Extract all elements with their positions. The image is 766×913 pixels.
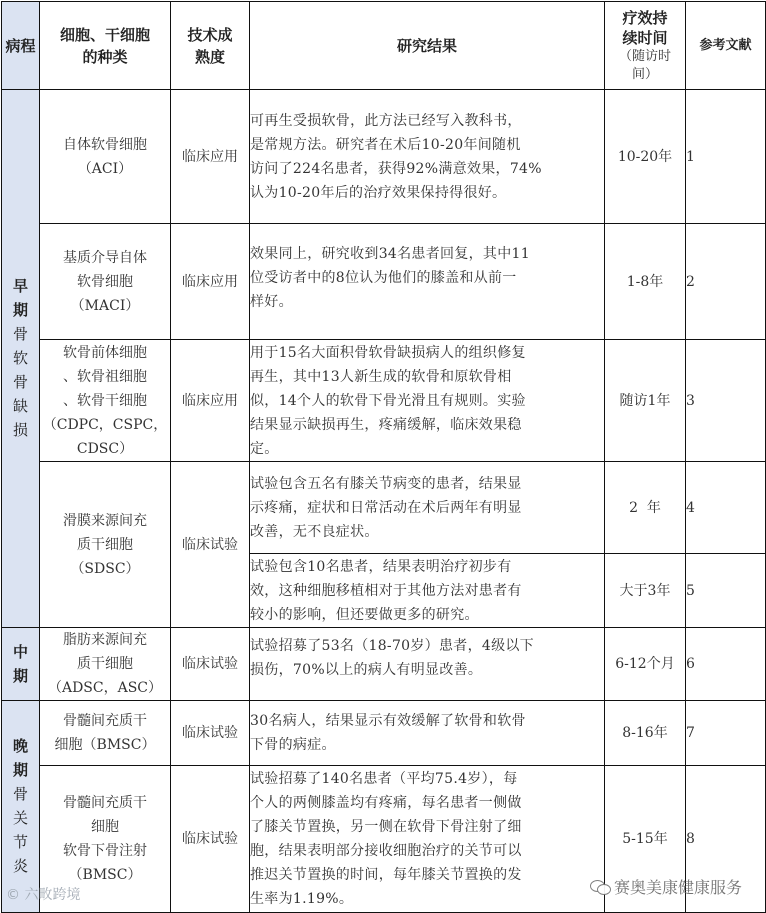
maturity: 临床试验 <box>171 462 250 628</box>
duration: 5-15年 <box>605 766 686 913</box>
table-row <box>2 701 766 766</box>
header-maturity: 技术成 熟度 <box>171 2 250 90</box>
duration: 10-20年 <box>605 90 686 224</box>
reference: 6 <box>686 628 766 701</box>
table-row <box>2 462 766 554</box>
maturity: 临床试验 <box>171 766 250 913</box>
wechat-icon <box>590 879 610 895</box>
result: 可再生受损软骨，此方法已经写入教科书， 是常规方法。研究者在术后10-20年间随机 访问了224名患者，获得92%满意效果，74% 认为10-20年后的治疗效果保持得很好。 <box>250 90 605 224</box>
result: 试验包含五名有膝关节病变的患者，结果显 示疼痛，症状和日常活动在术后两年有明显 改善，无不良症状。 <box>250 462 605 554</box>
watermark-right-label: 赛奥美康健康服务 <box>613 878 742 897</box>
stem-cell-table <box>1 1 766 913</box>
stage-late-label: 晚期骨关节炎 <box>12 737 28 875</box>
result: 试验包含10名患者，结果表明治疗初步有 效，这种细胞移植相对于其他方法对患者有 较小的影响，但还要做更多的研究。 <box>250 554 605 628</box>
stage-middle-label: 中期 <box>12 642 28 685</box>
table-row <box>2 90 766 224</box>
header-results: 研究结果 <box>250 2 605 90</box>
reference: 3 <box>686 340 766 462</box>
result: 试验招募了53名（18-70岁）患者，4级以下 损伤，70%以上的病人有明显改善。 <box>250 628 605 701</box>
header-stage: 病程 <box>2 2 40 90</box>
reference: 8 <box>686 766 766 913</box>
stage-middle <box>2 628 40 701</box>
stage-early <box>2 90 40 628</box>
reference: 2 <box>686 224 766 340</box>
table-row <box>2 628 766 701</box>
cell-type: 骨髓间充质干 细胞 软骨下骨注射 （BMSC） <box>40 766 171 913</box>
watermark-left: © 六畋跨境 <box>6 887 81 903</box>
maturity: 临床应用 <box>171 224 250 340</box>
header-row <box>2 2 766 90</box>
stage-late <box>2 701 40 913</box>
cell-type: 脂肪来源间充 质干细胞 （ADSC，ASC） <box>40 628 171 701</box>
duration: 随访1年 <box>605 340 686 462</box>
header-cell-type: 细胞、干细胞 的种类 <box>40 2 171 90</box>
header-duration: 疗效持 续时间 （随访时 间） <box>605 2 686 90</box>
duration: 6-12个月 <box>605 628 686 701</box>
duration: 大于3年 <box>605 554 686 628</box>
duration: 8-16年 <box>605 701 686 766</box>
maturity: 临床应用 <box>171 340 250 462</box>
result: 效果同上，研究收到34名患者回复，其中11 位受访者中的8位认为他们的膝盖和从前一 样好。 <box>250 224 605 340</box>
reference: 1 <box>686 90 766 224</box>
watermark-right <box>590 875 742 898</box>
stage-early-label: 早期骨软骨缺损 <box>12 277 28 439</box>
result: 用于15名大面积骨软骨缺损病人的组织修复 再生，其中13人新生成的软骨和原软骨相 似，14个人的软骨下骨光滑且有规则。实验 结果显示缺损再生，疼痛缓解，临床效果稳 定。 <box>250 340 605 462</box>
result: 试验招募了140名患者（平均75.4岁），每 个人的两侧膝盖均有疼痛，每名患者一侧做 了膝关节置换，另一侧在软骨下骨注射了细 胞，结果表明部分接收细胞治疗的关节可以 推迟关节置换的时间，每年膝关节置换的发 生率为1.19%。 <box>250 766 605 913</box>
header-reference: 参考文献 <box>686 2 766 90</box>
maturity: 临床应用 <box>171 90 250 224</box>
result: 30名病人，结果显示有效缓解了软骨和软骨 下骨的病症。 <box>250 701 605 766</box>
cell-type: 基质介导自体 软骨细胞 （MACI） <box>40 224 171 340</box>
reference: 4 <box>686 462 766 554</box>
table-row <box>2 340 766 462</box>
cell-type: 自体软骨细胞 （ACI） <box>40 90 171 224</box>
cell-type: 软骨前体细胞 、软骨祖细胞 、软骨干细胞 （CDPC，CSPC， CDSC） <box>40 340 171 462</box>
duration: 1-8年 <box>605 224 686 340</box>
maturity: 临床试验 <box>171 628 250 701</box>
reference: 7 <box>686 701 766 766</box>
cell-type: 滑膜来源间充 质干细胞 （SDSC） <box>40 462 171 628</box>
table-row <box>2 224 766 340</box>
maturity: 临床试验 <box>171 701 250 766</box>
reference: 5 <box>686 554 766 628</box>
cell-type: 骨髓间充质干 细胞（BMSC） <box>40 701 171 766</box>
duration: 2 年 <box>605 462 686 554</box>
